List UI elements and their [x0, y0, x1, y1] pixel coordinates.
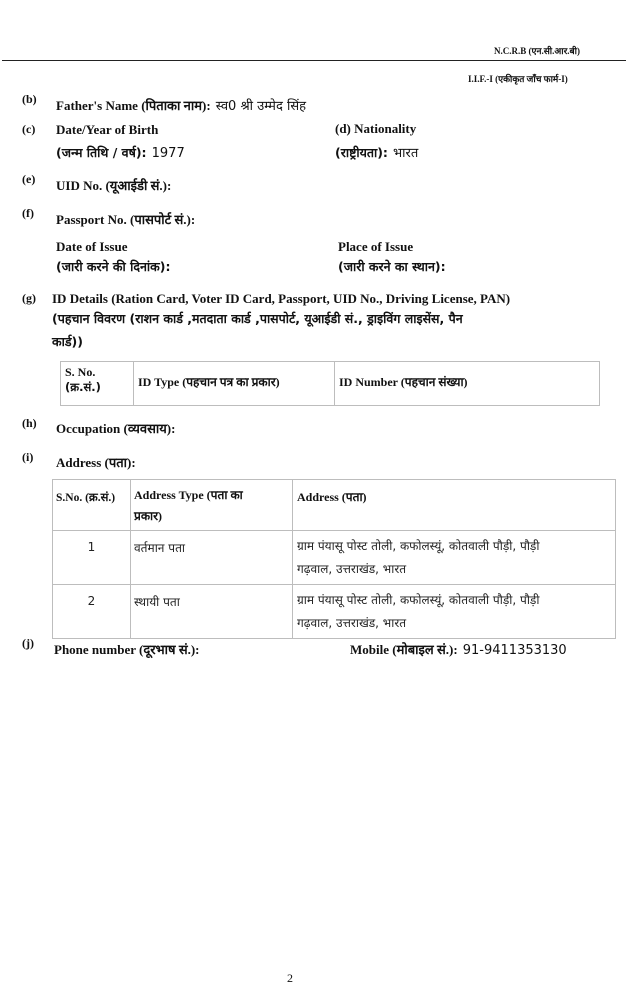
- addr-row-1-sno-value: 1: [87, 540, 96, 554]
- place-of-issue-label-hindi: (जारी करने का स्थान):: [338, 259, 446, 274]
- id-col-number-label: ID Number (पहचान संख्या): [339, 375, 468, 389]
- addr-col-type-label-cont: प्रकार): [134, 509, 163, 523]
- phone-label: Phone number (दूरभाष सं.):: [54, 642, 200, 657]
- item-index-j: (j): [22, 636, 34, 650]
- mobile-label: Mobile (मोबाइल सं.):: [350, 642, 458, 657]
- addr-col-sno: [53, 480, 131, 531]
- addr-row-2-address-line2: गढ़वाल, उत्तराखंड, भारत: [297, 616, 407, 630]
- date-of-issue-label: Date of Issue: [56, 239, 128, 254]
- addr-col-type: [131, 480, 293, 531]
- father-name-label: Father's Name (पिताका नाम):: [56, 98, 211, 113]
- id-col-number: [335, 362, 600, 406]
- table-header-row: [53, 480, 616, 531]
- id-details-label: ID Details (Ration Card, Voter ID Card, Passport, UID No., Driving License, PAN): [52, 291, 511, 306]
- page-number: 2: [287, 971, 293, 985]
- addr-row-1-address-line2: गढ़वाल, उत्तराखंड, भारत: [297, 562, 407, 576]
- dob-label: Date/Year of Birth: [56, 122, 159, 137]
- mobile-value: 91-9411353130: [462, 643, 567, 658]
- nationality-row: [335, 142, 418, 161]
- table-header-row: [61, 362, 600, 406]
- addr-row-2-sno: [53, 585, 131, 639]
- item-index-i: (i): [22, 450, 34, 464]
- addr-col-address: [293, 480, 616, 531]
- id-col-sno-hi: (क्र.सं.): [65, 380, 101, 394]
- address-table: [52, 479, 616, 639]
- item-index-f: (f): [22, 206, 34, 220]
- addr-row-1-address: [293, 531, 616, 585]
- table-row: [53, 585, 616, 639]
- item-index-h: (h): [22, 416, 37, 430]
- addr-row-2-type-value: स्थायी पता: [134, 595, 180, 609]
- addr-row-2-address-line1: ग्राम पंयासू पोस्ट तोली, कफोलस्यूं, कोतवाली पौड़ी, पौड़ी: [297, 593, 540, 607]
- id-details-label-hindi-cont: कार्ड)): [52, 334, 83, 349]
- father-name-row: [56, 95, 306, 114]
- id-details-table: [60, 361, 600, 406]
- item-index-c: (c): [22, 122, 36, 136]
- nationality-label-hindi: (राष्ट्रीयता):: [335, 145, 388, 160]
- id-col-type-label: ID Type (पहचान पत्र का प्रकार): [138, 375, 280, 389]
- header-divider: [2, 60, 626, 61]
- father-name-value: स्व0 श्री उम्मेद सिंह: [215, 99, 307, 114]
- addr-row-1-type: [131, 531, 293, 585]
- addr-row-1-address-line1: ग्राम पंयासू पोस्ट तोली, कफोलस्यूं, कोतवाली पौड़ी, पौड़ी: [297, 539, 540, 553]
- nationality-value: भारत: [393, 146, 419, 161]
- uid-label: UID No. (यूआईडी सं.):: [56, 178, 172, 193]
- addr-row-2-type: [131, 585, 293, 639]
- addr-row-2-sno-value: 2: [87, 594, 96, 608]
- date-of-issue-label-hindi: (जारी करने की दिनांक):: [56, 259, 171, 274]
- id-details-label-hindi: (पहचान विवरण (राशन कार्ड ,मतदाता कार्ड ,पासपोर्ट, यूआईडी सं., ड्राइविंग लाइसेंस, पैन: [52, 311, 463, 326]
- dob-label-hindi: (जन्म तिथि / वर्ष):: [56, 145, 147, 160]
- addr-row-2-address: [293, 585, 616, 639]
- table-row: [53, 531, 616, 585]
- addr-col-address-label: Address (पता): [297, 490, 367, 504]
- id-col-type: [134, 362, 335, 406]
- id-col-sno: [61, 362, 134, 406]
- id-col-sno-en: S. No.: [65, 365, 96, 379]
- dob-value: 1977: [151, 146, 185, 161]
- occupation-label: Occupation (व्यवसाय):: [56, 421, 176, 436]
- place-of-issue-label: Place of Issue: [338, 239, 414, 254]
- item-index-b: (b): [22, 92, 37, 106]
- dob-row: [56, 142, 185, 161]
- item-index-e: (e): [22, 172, 36, 186]
- passport-label: Passport No. (पासपोर्ट सं.):: [56, 212, 196, 227]
- addr-row-1-sno: [53, 531, 131, 585]
- form-code: I.I.F.-I (एकीकृत जाँच फार्म-I): [468, 74, 568, 84]
- addr-row-1-type-value: वर्तमान पता: [134, 541, 186, 555]
- addr-col-sno-label: S.No. (क्र.सं.): [56, 492, 116, 504]
- mobile-row: [350, 639, 567, 658]
- address-label: Address (पता):: [56, 455, 136, 470]
- item-index-g: (g): [22, 291, 36, 305]
- addr-col-type-label: Address Type (पता का: [134, 488, 243, 502]
- ncrb-header: N.C.R.B (एन.सी.आर.बी): [494, 46, 580, 56]
- nationality-label: (d) Nationality: [335, 121, 417, 136]
